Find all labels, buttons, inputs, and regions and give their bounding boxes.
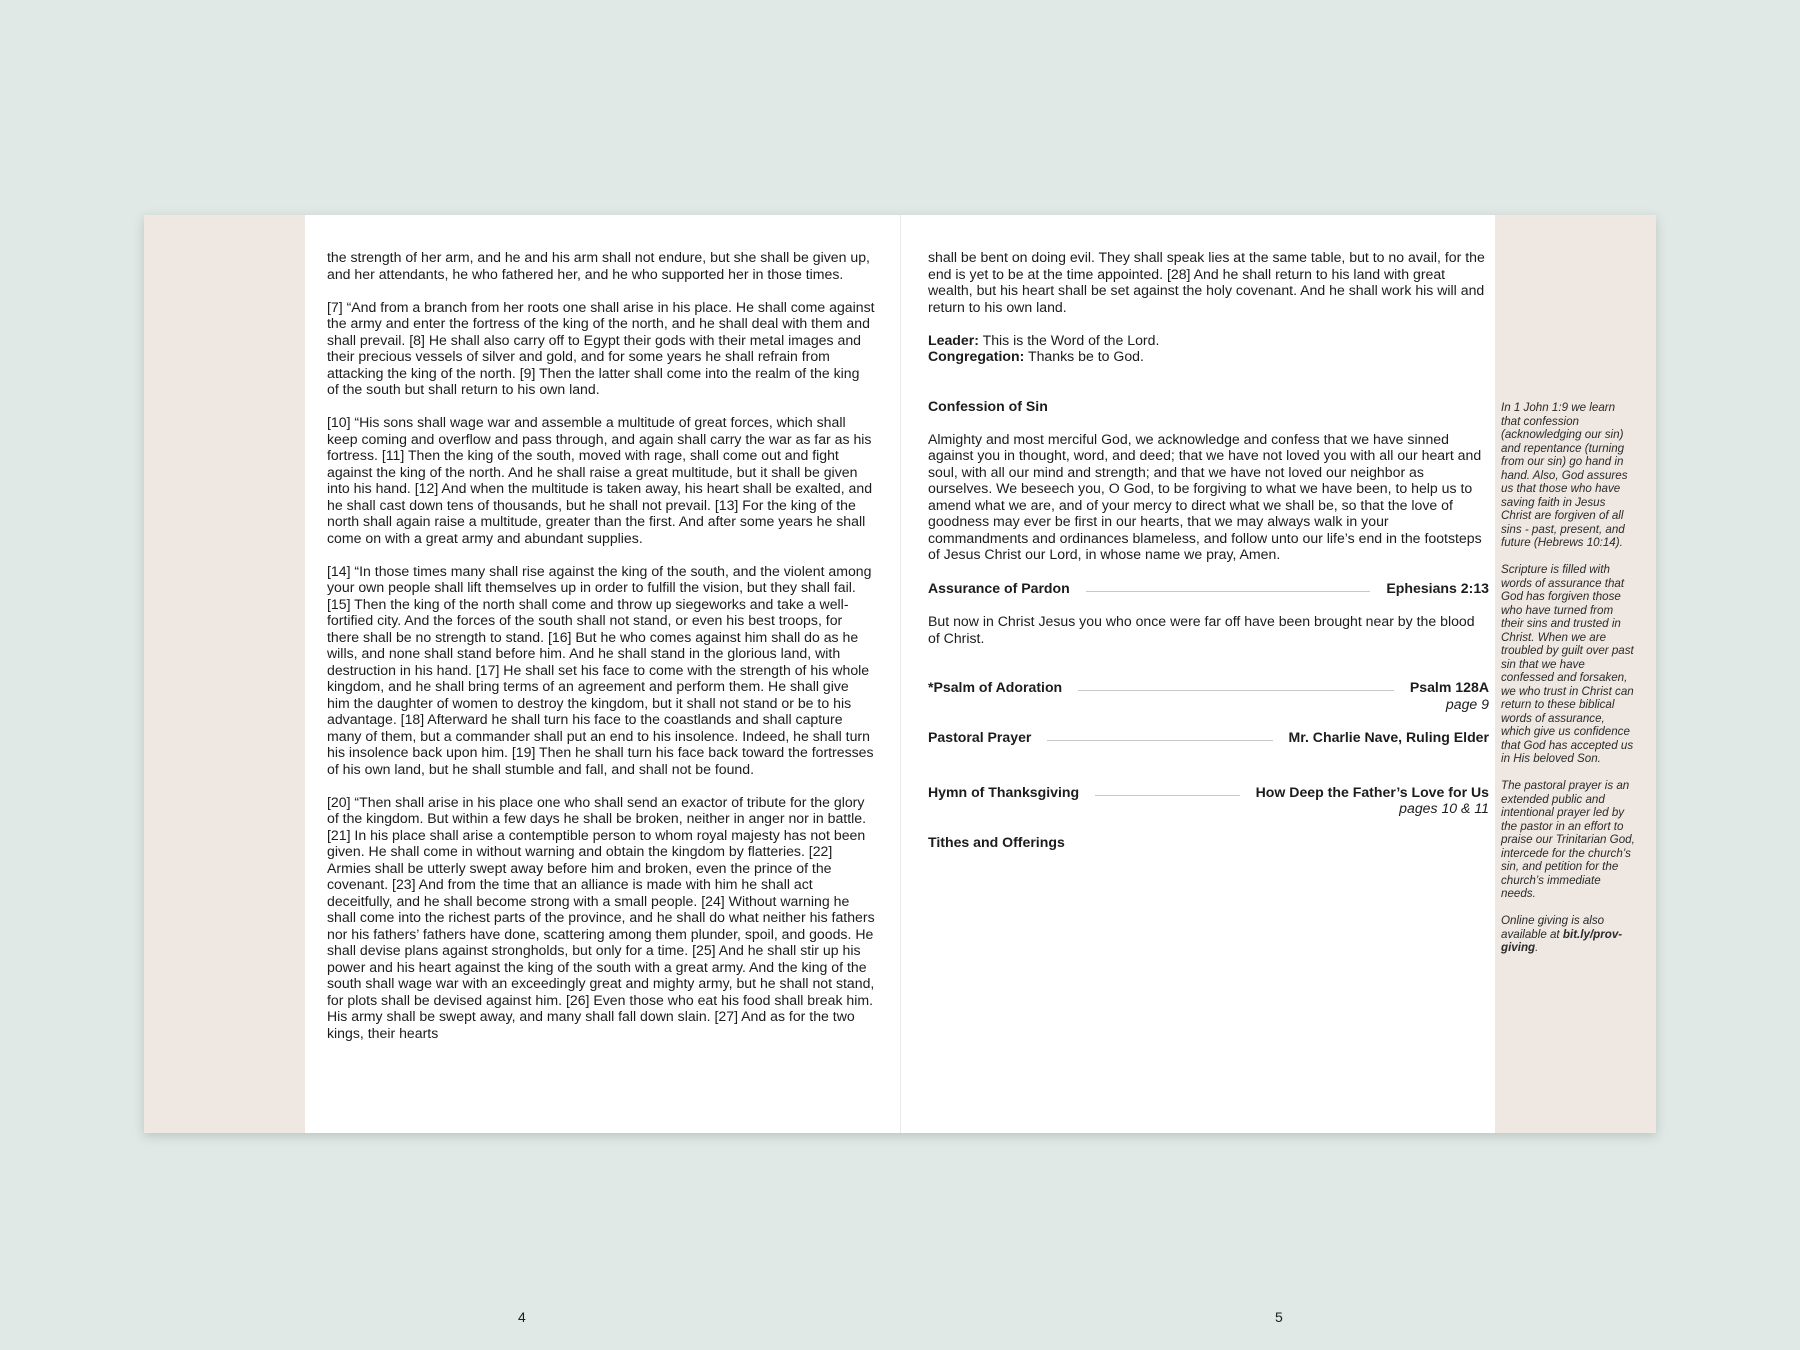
scripture-paragraph: [20] “Then shall arise in his place one who shall send an exactor of tribute for the glory of the kingdom. But within a few days he shall be broken, neither in anger nor in battle. [21] In his place shall arise a contemptible person to whom royal majesty has not been given. He shall come in without warning and obtain the kingdom by flatteries. [22] Armies shall be utterly swept away before him and broken, even the prince of the covenant. [23] And from the time that an alliance is made with him he shall act deceitfully, and he shall become strong with a small people. [24] Without warning he shall come into the richest parts of the province, and he shall do what neither his fathers nor his fathers’ fathers have done, scattering among them plunder, spoil, and goods. He shall devise plans against strongholds, but only for a time. [25] And he shall stir up his power and his heart against the king of the south with a great army. And the king of the south shall wage war with an exceedingly great and mighty army, but he shall not stand, for plots shall be devised against him. [26] Even those who eat his food shall break him. His army shall be swept away, and many shall fall down slain. [27] And as for the two kings, their hearts [327,793,875,1041]
tithes-row [928,834,1489,851]
scripture-paragraph: [7] “And from a branch from her roots one shall arise in his place. He shall come against the army and enter the fortress of the king of the north, and he shall deal with them and shall prevail. [8] He shall also carry off to Egypt their gods with their metal images and their precious vessels of silver and gold, and for some years he shall refrain from attacking the king of the north. [9] Then the latter shall come into the realm of the king of the south but shall return to his own land. [327,298,875,397]
prayer-sidenote: The pastoral prayer is an extended public and intentional prayer led by the pastor in an effort to praise our Trinitarian God, intercede for the church’s sin, and petition for the church’s immediate needs. [1501,779,1635,900]
order-of-worship [928,249,1489,850]
congregation-text: Thanks be to God. [1027,348,1144,364]
congregation-response [928,348,1489,365]
confession-title: Confession of Sin [928,397,1048,414]
leader-text: This is the Word of the Lord. [982,331,1160,348]
giving-sidenote [1501,914,1635,955]
page-number-left: 4 [518,1309,526,1325]
page-spine [900,215,901,1133]
scripture-paragraph: [10] “His sons shall wage war and assemble a multitude of great forces, which shall keep coming and overflow and pass through, and again shall carry the war as far as his fortress. [11] Then the king of the south, moved with rage, shall come out and fight against the king of the north. And he shall raise a great multitude, but it shall be given into his hand. [12] And when the multitude is taken away, his heart shall be exalted, and he shall cast down tens of thousands, but he shall not prevail. [13] For the king of the north shall again raise a multitude, greater than the first. And after some years he shall come on with a great army and abundant supplies. [327,414,873,546]
hymn-reference: How Deep the Father’s Love for Us [1255,783,1489,800]
prayer-row [928,729,1489,746]
congregation-label: Congregation: [928,348,1025,364]
assurance-sidenote: Scripture is filled with words of assurance that God has forgiven those who have turned from their sins and trusted in Christ. When we are troubled by guilt over past sin that we have confessed and forsaken, we who trust in Christ can return to these biblical words of assurance, which give us confidence that God has accepted us in His beloved Son. [1501,563,1634,765]
hymn-title: Hymn of Thanksgiving [928,783,1080,800]
leader-label: Leader: [928,331,979,348]
psalm-reference: Psalm 128A [1409,679,1489,695]
leader-rule [1078,690,1394,691]
giving-link[interactable]: bit.ly/prov-giving [1501,927,1623,954]
scripture-reading-left [327,249,875,1058]
page-number-right: 5 [1275,1309,1283,1325]
confession-text: Almighty and most merciful God, we acknowledge and confess that we have sinned against you in thought, word, and deed; that we have not loved you with all our heart and soul, with all our mind and strength; and that we have not loved our neighbor as ourselves. We beseech you, O God, to be forgiving to what we have been, to help us to amend what we are, and of your mercy to direct what we shall be, so that the love of goodness may ever be first in our hearts, that we may always walk in your commandments and ordinances blameless, and follow unto our life’s end in the footsteps of Jesus Christ our Lord, in whose name we pray, Amen. [928,430,1482,562]
assurance-title: Assurance of Pardon [928,579,1070,596]
scripture-paragraph: [14] “In those times many shall rise against the king of the south, and the violent among your own people shall lift themselves up in order to fulfill the vision, but they shall fail. [15] Then the king of the north shall come and throw up siegeworks and take a well-fortified city. And the forces of the south shall not stand, or even his best troops, for there shall be no strength to stand. [16] But he who comes against him shall do as he wills, and none shall stand before him. And he shall stand in the glorious land, with destruction in his hand. [17] He shall set his face to come with the strength of his whole kingdom, and he shall bring terms of an agreement and perform them. He shall give him the daughter of women to destroy the kingdom, but it shall not stand or be to his advantage. [18] Afterward he shall turn his face to the coastlands and shall capture many of them, but a commander shall put an end to his insolence. Indeed, he shall turn his insolence back upon him. [19] Then he shall turn his face back toward the fortresses of his own land, but he shall stumble and fall, and shall not be found. [327,562,874,777]
giving-text: Online giving is also available at [1501,914,1605,941]
psalm-title: *Psalm of Adoration [928,679,1063,695]
leader-rule [1095,795,1239,796]
leader-rule [1086,591,1371,592]
hymn-row [928,784,1489,801]
scripture-continuation: shall be bent on doing evil. They shall speak lies at the same table, but to no avail, for the end is yet to be at the time appointed. [28] And he shall return to his land with great wealth, but his heart shall be set against the holy covenant. And he shall work his will and return to his own land. [928,249,1485,315]
assurance-text: But now in Christ Jesus you who once were far off have been brought near by the blood of Christ. [928,613,1475,646]
assurance-row [928,580,1489,597]
hymn-pages: pages 10 & 11 [1399,800,1489,816]
bulletin-spread [144,215,1656,1325]
sidenotes-column [1501,401,1635,968]
assurance-reference: Ephesians 2:13 [1386,579,1489,596]
left-margin [144,215,305,1133]
leader-rule [1047,740,1272,741]
leader-response [928,332,1489,349]
psalm-page: page 9 [1445,695,1489,712]
giving-suffix: . [1535,941,1539,954]
tithes-title: Tithes and Offerings [928,833,1065,850]
confession-sidenote: In 1 John 1:9 we learn that confession (acknowledging our sin) and repentance (turning from our sin) go hand in hand. Also, God assures us that those who have saving faith in Jesus Christ are forgiven of all sins - past, present, and future (Hebrews 10:14). [1501,401,1628,549]
prayer-leader: Mr. Charlie Nave, Ruling Elder [1288,729,1489,745]
psalm-row [928,679,1489,696]
prayer-title: Pastoral Prayer [928,729,1032,745]
scripture-paragraph: the strength of her arm, and he and his arm shall not endure, but she shall be given up, and her attendants, he who fathered her, and he who supported her in those times. [327,249,870,282]
